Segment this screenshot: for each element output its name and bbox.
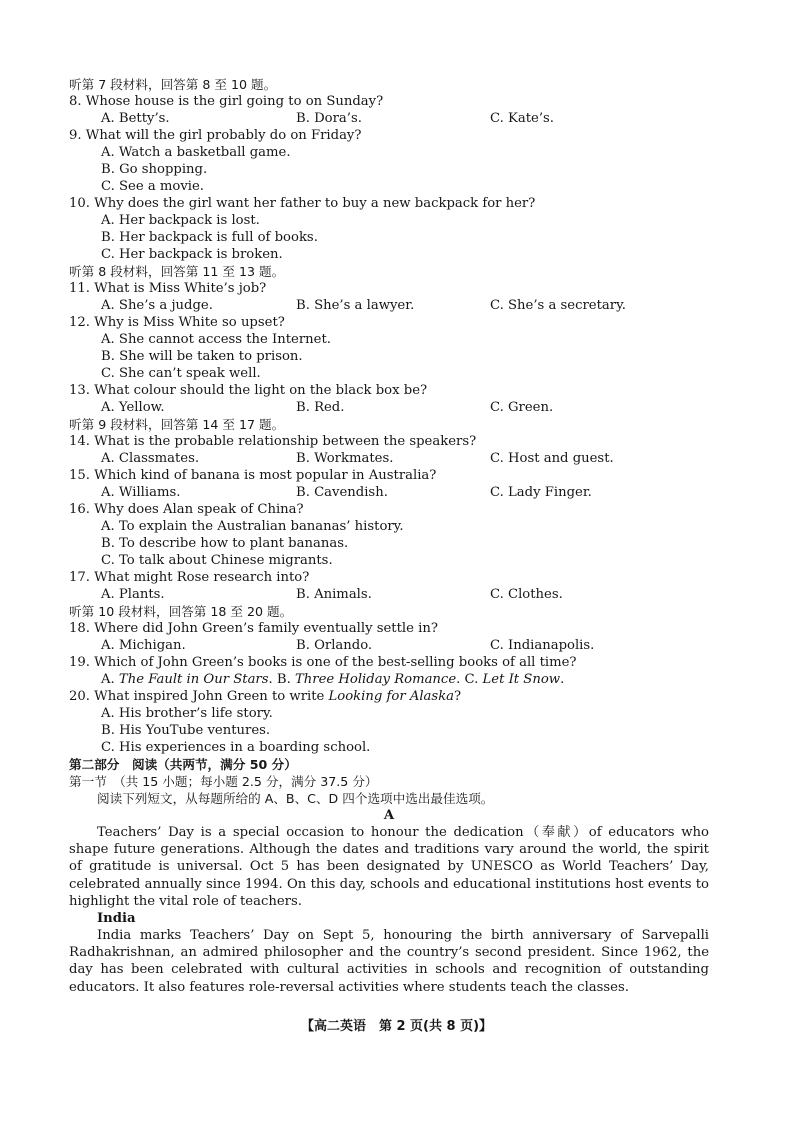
- option-b: B. Red.: [296, 400, 345, 415]
- question-13: 13. What colour should the light on the black box be?: [69, 383, 428, 398]
- option-c: C. Indianapolis.: [490, 638, 595, 653]
- option-b: B. Cavendish.: [296, 485, 388, 500]
- option-c-title: Let It Snow: [482, 672, 561, 687]
- options-15: [69, 484, 709, 501]
- part-title: 第二部分 阅读（共两节，满分 50 分）: [69, 757, 297, 772]
- option-c: C. Lady Finger.: [490, 485, 592, 500]
- option-b: B. Go shopping.: [101, 162, 208, 177]
- option-c: C. Clothes.: [490, 587, 563, 602]
- option-a: A. Her backpack is lost.: [101, 213, 260, 228]
- option-a: A. Plants.: [101, 587, 165, 602]
- option-a: A. She’s a judge.: [101, 298, 213, 313]
- page-footer: 【高二英语 第 2 页(共 8 页)】: [300, 1019, 493, 1034]
- option-b-title: Three Holiday Romance: [294, 672, 457, 687]
- option-b-suffix: .: [456, 672, 461, 687]
- section-heading: 听第 8 段材料，回答第 11 至 13 题。: [69, 264, 285, 279]
- option-b: B. Dora’s.: [296, 111, 362, 126]
- option-c: C. Her backpack is broken.: [101, 247, 283, 262]
- option-b: B. Orlando.: [296, 638, 373, 653]
- option-b: B. She’s a lawyer.: [296, 298, 415, 313]
- option-a: A. His brother’s life story.: [101, 706, 273, 721]
- option-b: B. Animals.: [296, 587, 372, 602]
- option-c-prefix: C.: [464, 672, 483, 687]
- option-c: C. She’s a secretary.: [490, 298, 626, 313]
- options-13: [69, 399, 709, 416]
- option-c-suffix: .: [560, 672, 565, 687]
- option-a: A. Classmates.: [101, 451, 200, 466]
- page-content: [69, 76, 709, 996]
- option-c: C. Host and guest.: [490, 451, 614, 466]
- option-b: B. Workmates.: [296, 451, 394, 466]
- option-a: A. Watch a basketball game.: [101, 145, 291, 160]
- option-a-suffix: .: [268, 672, 273, 687]
- option-c: C. His experiences in a boarding school.: [101, 740, 371, 755]
- option-a: A. Betty’s.: [101, 111, 170, 126]
- options-19: [69, 671, 709, 688]
- option-b: B. Her backpack is full of books.: [101, 230, 318, 245]
- question-19: 19. Which of John Green’s books is one of the best-selling books of all time?: [69, 655, 577, 670]
- options-18: [69, 637, 709, 654]
- option-a: A. Michigan.: [101, 638, 186, 653]
- options-17: [69, 586, 709, 603]
- option-a: A. Williams.: [101, 485, 181, 500]
- question-20-prefix: 20. What inspired John Green to write: [69, 689, 329, 704]
- option-a: A. She cannot access the Internet.: [101, 332, 331, 347]
- question-10: 10. Why does the girl want her father to buy a new backpack for her?: [69, 196, 536, 211]
- option-a-prefix: A.: [101, 672, 119, 687]
- option-b: B. To describe how to plant bananas.: [101, 536, 349, 551]
- option-b-prefix: B.: [276, 672, 295, 687]
- option-c: C. Kate’s.: [490, 111, 554, 126]
- question-9: 9. What will the girl probably do on Friday?: [69, 128, 362, 143]
- question-8: 8. Whose house is the girl going to on Sunday?: [69, 94, 384, 109]
- options-8: [69, 110, 709, 127]
- instruction: 阅读下列短文，从每题所给的 A、B、C、D 四个选项中选出最佳选项。: [97, 791, 494, 806]
- option-b: B. His YouTube ventures.: [101, 723, 271, 738]
- question-12: 12. Why is Miss White so upset?: [69, 315, 285, 330]
- passage-label: A: [383, 808, 395, 823]
- option-a: A. To explain the Australian bananas’ history.: [101, 519, 404, 534]
- options-11: [69, 297, 709, 314]
- section-heading: 听第 7 段材料，回答第 8 至 10 题。: [69, 77, 277, 92]
- question-17: 17. What might Rose research into?: [69, 570, 310, 585]
- option-b: B. She will be taken to prison.: [101, 349, 303, 364]
- section-title: 第一节 （共 15 小题；每小题 2.5 分，满分 37.5 分）: [69, 774, 378, 789]
- question-20-suffix: ?: [454, 689, 462, 704]
- passage-paragraph-2: India marks Teachers’ Day on Sept 5, honouring the birth anniversary of Sarvepalli Radhakrishnan, an admired philosopher and the country’s second president. Since 1962, the day has been celebrated with cultural activities in schools and recognition of outstanding educators. It also features role-reversal activities where students teach the classes.: [69, 928, 709, 995]
- question-11: 11. What is Miss White’s job?: [69, 281, 267, 296]
- passage-heading-india: India: [97, 911, 136, 927]
- section-heading: 听第 10 段材料，回答第 18 至 20 题。: [69, 604, 293, 619]
- option-c: C. She can’t speak well.: [101, 366, 261, 381]
- options-14: [69, 450, 709, 467]
- question-18: 18. Where did John Green’s family eventually settle in?: [69, 621, 438, 636]
- question-16: 16. Why does Alan speak of China?: [69, 502, 304, 517]
- passage-paragraph-1: Teachers’ Day is a special occasion to honour the dedication（奉献）of educators who shape future generations. Although the dates and traditions vary around the world, the spirit of gratitude is universal. Oct 5 has been designated by UNESCO as World Teachers’ Day, celebrated annually since 1994. On this day, schools and educational institutions host events to highlight the vital role of teachers.: [69, 825, 709, 909]
- option-a-title: The Fault in Our Stars: [118, 672, 269, 687]
- question-20-title: Looking for Alaska: [328, 689, 455, 704]
- question-15: 15. Which kind of banana is most popular in Australia?: [69, 468, 437, 483]
- question-14: 14. What is the probable relationship between the speakers?: [69, 434, 477, 449]
- option-c: C. Green.: [490, 400, 554, 415]
- section-heading: 听第 9 段材料，回答第 14 至 17 题。: [69, 417, 285, 432]
- option-c: C. To talk about Chinese migrants.: [101, 553, 333, 568]
- question-20: [69, 688, 709, 705]
- option-c: C. See a movie.: [101, 179, 205, 194]
- option-a: A. Yellow.: [101, 400, 165, 415]
